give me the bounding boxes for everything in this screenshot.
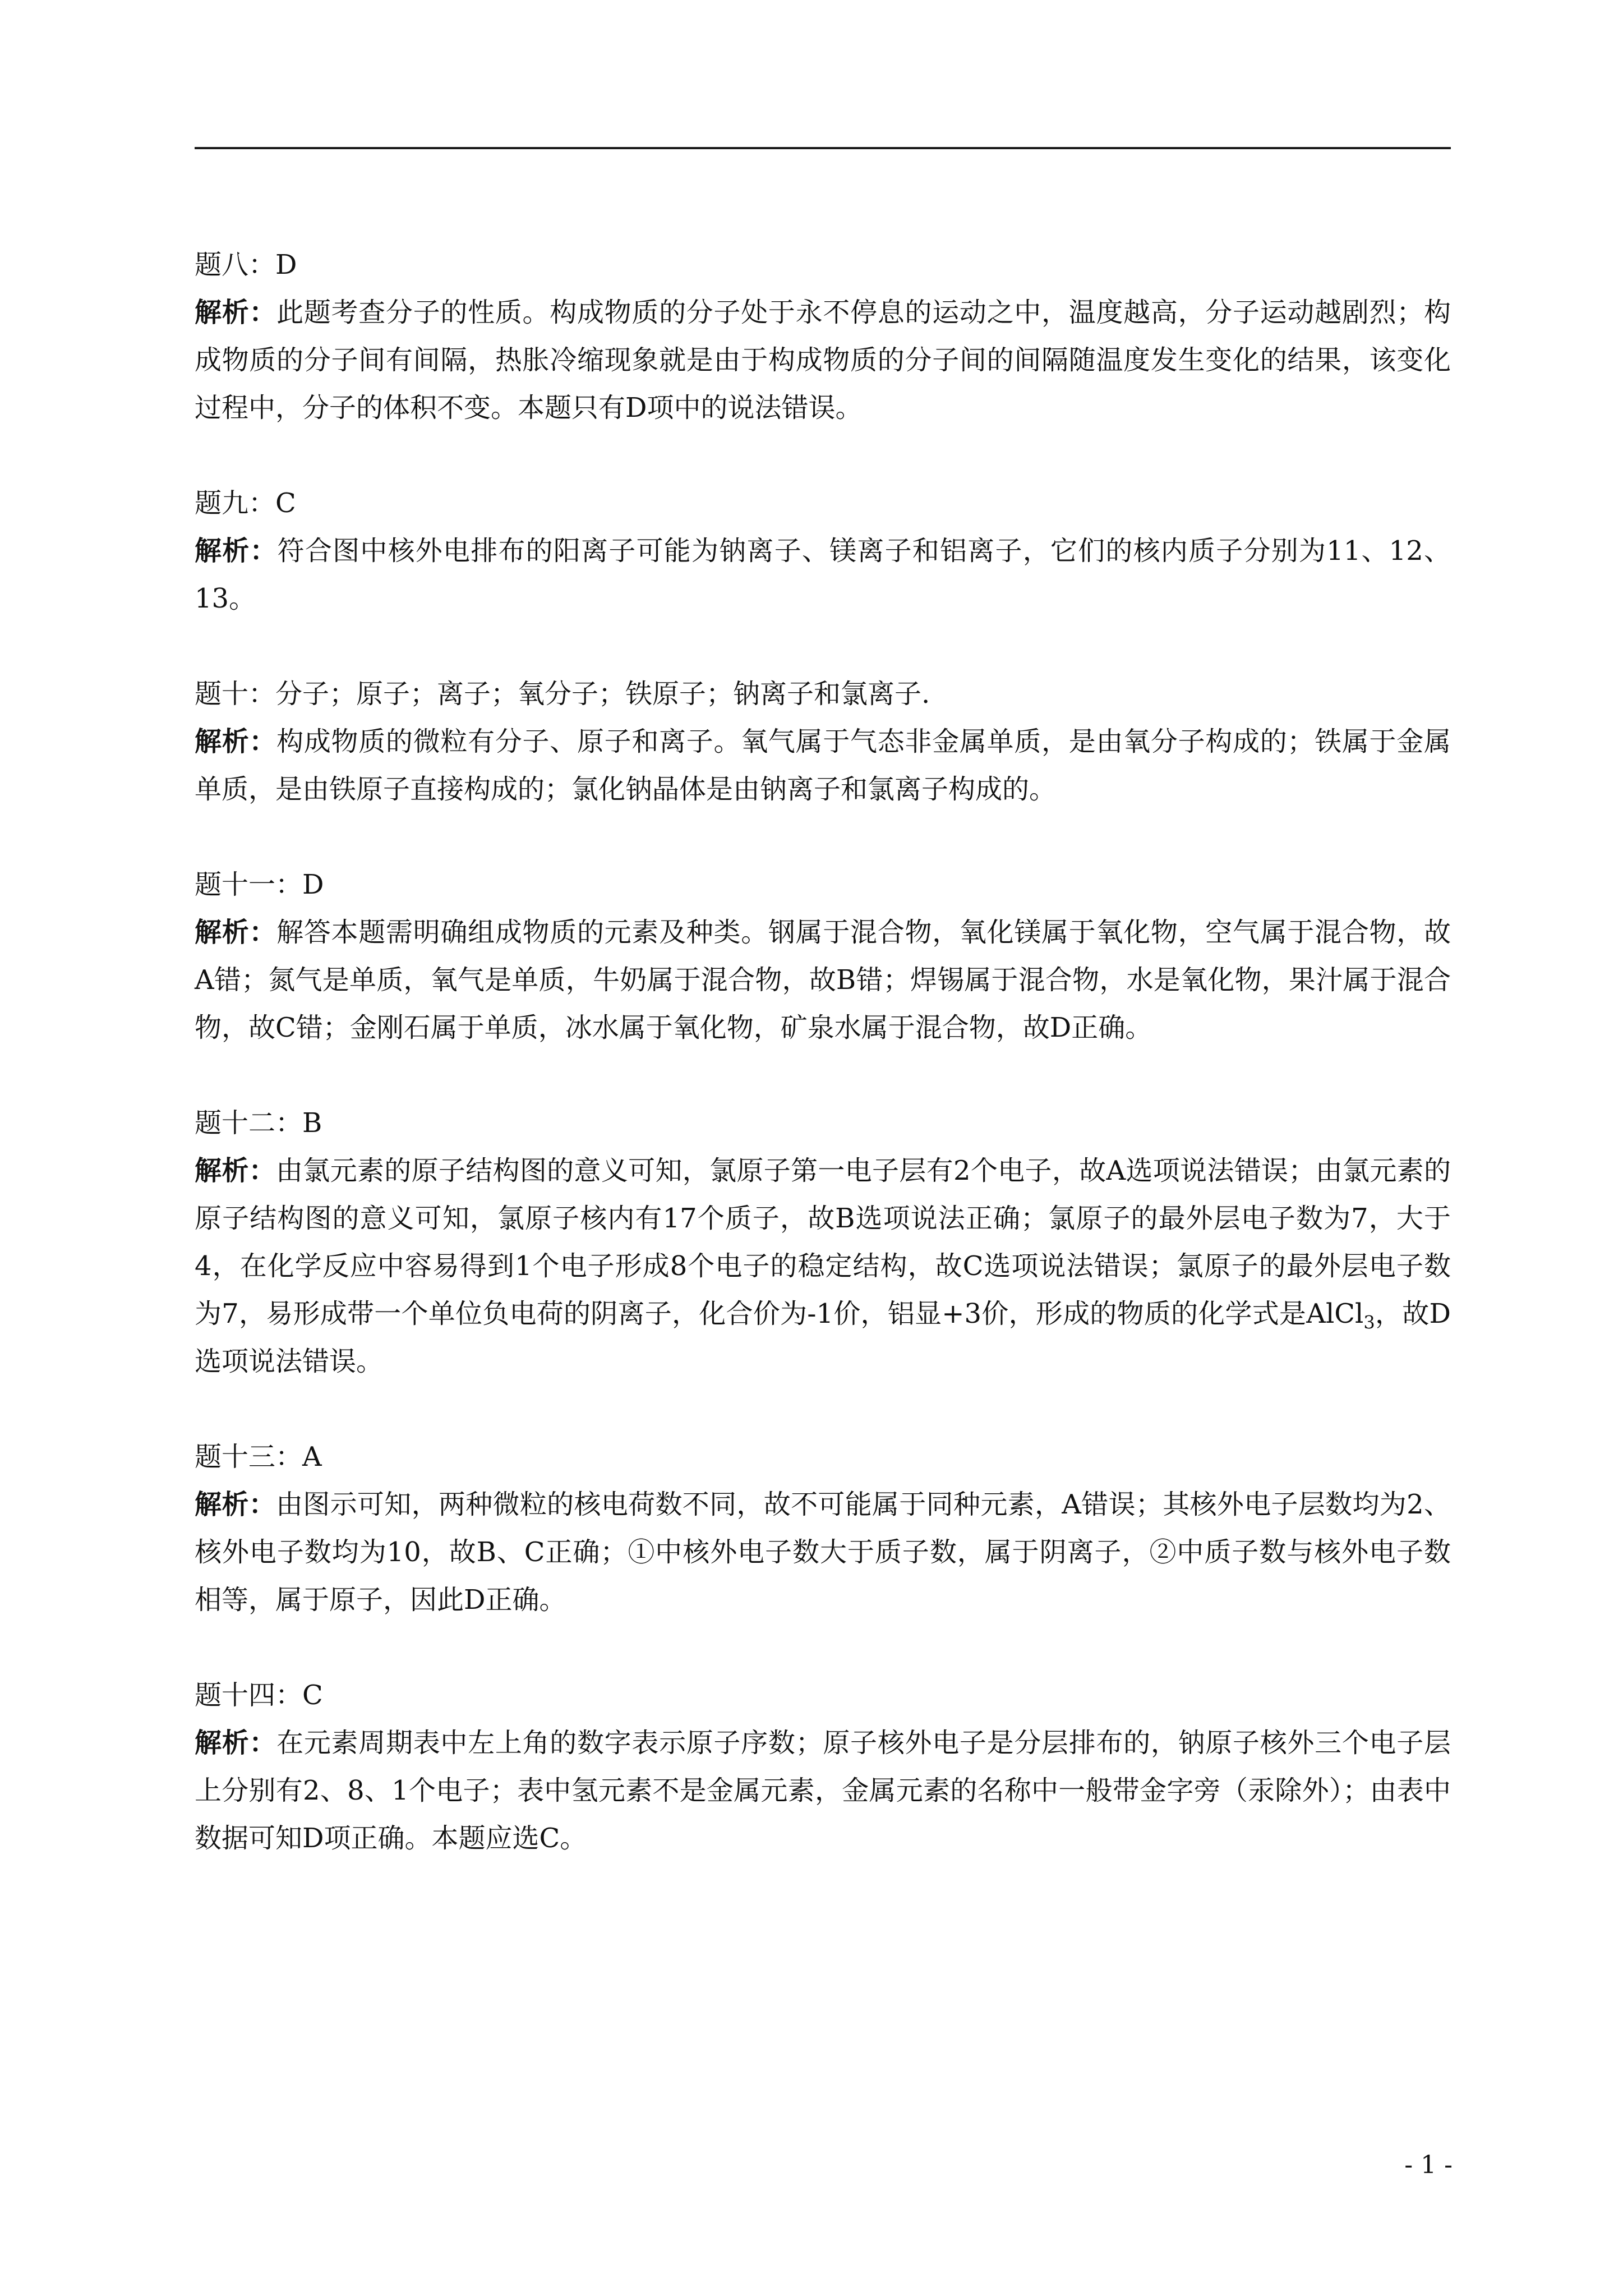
answer-item-10	[195, 670, 1451, 813]
question-answer: 题十一：D	[195, 869, 324, 900]
analysis-text: 解答本题需明确组成物质的元素及种类。钢属于混合物，氧化镁属于氧化物，空气属于混合物，故A错；氮气是单质，氧气是单质，牛奶属于混合物，故B错；焊锡属于混合物，水是氧化物，果汁属于混合物，故C错；金刚石属于单质，冰水属于氧化物，矿泉水属于混合物，故D正确。	[195, 917, 1451, 1043]
answer-item-14	[195, 1672, 1451, 1862]
analysis-text: 构成物质的微粒有分子、原子和离子。氧气属于气态非金属单质，是由氧分子构成的；铁属于金属单质，是由铁原子直接构成的；氯化钠晶体是由钠离子和氯离子构成的。	[195, 726, 1451, 805]
question-answer: 题八：D	[195, 249, 297, 280]
page-number: - 1 -	[1404, 2151, 1453, 2179]
analysis-text: 符合图中核外电排布的阳离子可能为钠离子、镁离子和铝离子，它们的核内质子分别为11、12、13。	[195, 535, 1451, 614]
analysis-text: 由图示可知，两种微粒的核电荷数不同，故不可能属于同种元素，A错误；其核外电子层数均为2、核外电子数均为10，故B、C正确；①中核外电子数大于质子数，属于阴离子，②中质子数与核外电子数相等，属于原子，因此D正确。	[195, 1489, 1451, 1616]
analysis-text: 由氯元素的原子结构图的意义可知，氯原子第一电子层有2个电子，故A选项说法错误；由氯元素的原子结构图的意义可知，氯原子核内有17个质子，故B选项说法正确；氯原子的最外层电子数为7，大于4，在化学反应中容易得到1个电子形成8个电子的稳定结构，故C选项说法错误；氯原子的最外层电子数为7，易形成带一个单位负电荷的阴离子，化合价为-1价，铝显+3价，形成的物质的化学式是AlCl	[195, 1155, 1451, 1329]
analysis-label: 解析：	[195, 535, 278, 567]
question-answer: 题十四：C	[195, 1680, 323, 1711]
analysis-text-end: ，故D选项说法错误。	[195, 1298, 1451, 1377]
analysis-paragraph	[195, 1147, 1451, 1386]
analysis-label: 解析：	[195, 297, 277, 328]
analysis-paragraph	[195, 289, 1451, 432]
question-answer: 题十三：A	[195, 1441, 322, 1473]
answer-item-12	[195, 1099, 1451, 1386]
answer-item-8	[195, 241, 1451, 432]
analysis-label: 解析：	[195, 1727, 277, 1759]
header-rule	[195, 147, 1451, 149]
analysis-label: 解析：	[195, 1155, 276, 1186]
answer-item-9	[195, 480, 1451, 623]
question-answer: 题九：C	[195, 487, 296, 519]
analysis-paragraph	[195, 1481, 1451, 1624]
analysis-label: 解析：	[195, 1489, 276, 1520]
analysis-text: 此题考查分子的性质。构成物质的分子处于永不停息的运动之中，温度越高，分子运动越剧烈；构成物质的分子间有间隔，热胀冷缩现象就是由于构成物质的分子间的间隔随温度发生变化的结果，该变化过程中，分子的体积不变。本题只有D项中的说法错误。	[195, 297, 1451, 424]
analysis-paragraph	[195, 909, 1451, 1052]
answer-item-13	[195, 1433, 1451, 1624]
formula-subscript: 3	[1363, 1312, 1375, 1333]
analysis-paragraph	[195, 1719, 1451, 1862]
question-answer: 题十二：B	[195, 1107, 322, 1139]
question-answer: 题十：分子；原子；离子；氧分子；铁原子；钠离子和氯离子.	[195, 678, 930, 710]
analysis-label: 解析：	[195, 917, 277, 948]
answer-item-11	[195, 861, 1451, 1052]
analysis-text: 在元素周期表中左上角的数字表示原子序数；原子核外电子是分层排布的，钠原子核外三个电子层上分别有2、8、1个电子；表中氢元素不是金属元素，金属元素的名称中一般带金字旁（汞除外）；由表中数据可知D项正确。本题应选C。	[195, 1727, 1451, 1854]
analysis-label: 解析：	[195, 726, 277, 757]
analysis-paragraph	[195, 718, 1451, 813]
answer-content	[195, 241, 1451, 1910]
analysis-paragraph	[195, 527, 1451, 623]
